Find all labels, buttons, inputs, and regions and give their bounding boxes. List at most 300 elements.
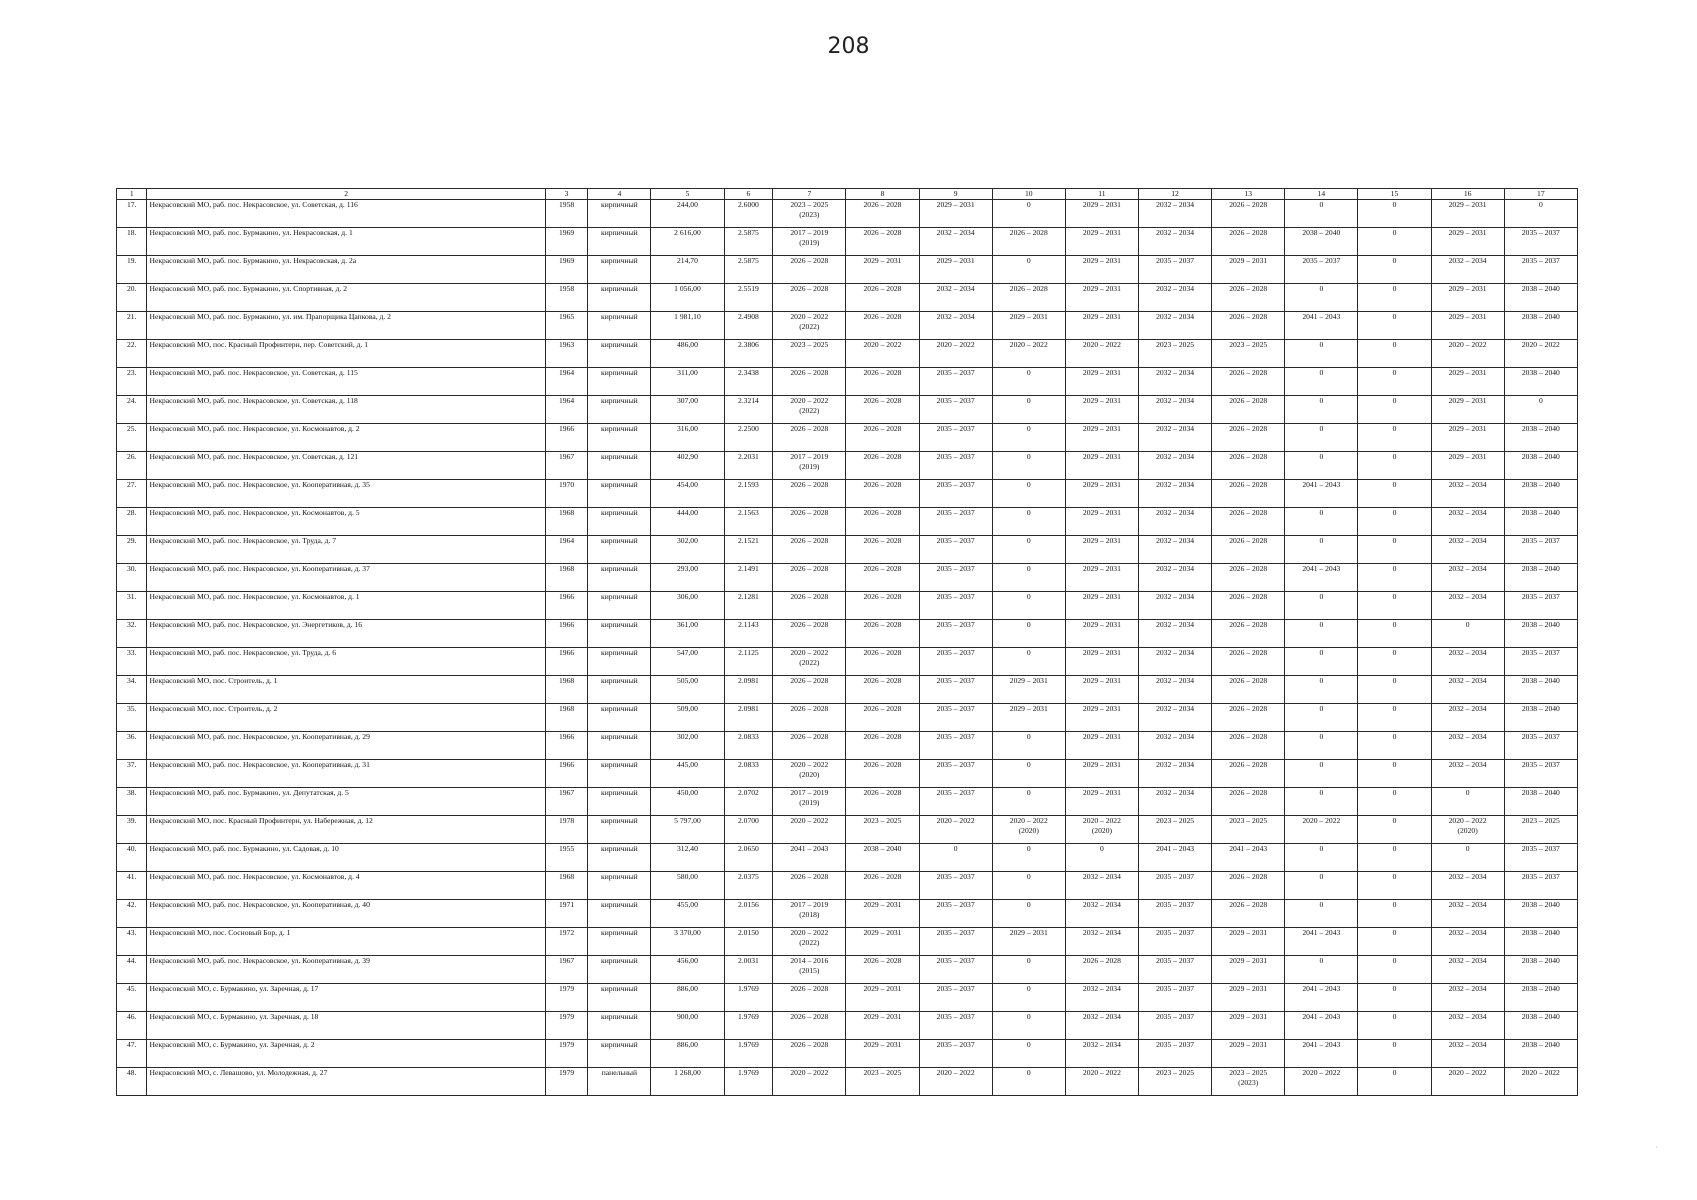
cell-value: 2.3806 bbox=[737, 340, 759, 349]
column-number-5: 5 bbox=[651, 189, 724, 200]
cell-col-2 bbox=[147, 424, 545, 452]
cell-col-9 bbox=[919, 1040, 992, 1068]
cell-col-15 bbox=[1358, 1040, 1431, 1068]
cell-col-7 bbox=[773, 256, 846, 284]
cell-col-15 bbox=[1358, 816, 1431, 844]
cell-col-11 bbox=[1065, 788, 1138, 816]
cell-col-4 bbox=[588, 340, 651, 368]
cell-col-10 bbox=[992, 228, 1065, 256]
cell-value: 2.1563 bbox=[737, 508, 759, 517]
cell-value: 444,00 bbox=[677, 508, 698, 517]
cell-col-15 bbox=[1358, 256, 1431, 284]
cell-value: 30. bbox=[126, 564, 137, 573]
cell-col-5 bbox=[651, 872, 724, 900]
cell-col-12 bbox=[1138, 872, 1211, 900]
table-row bbox=[117, 928, 1578, 956]
cell-value: 886,00 bbox=[677, 984, 698, 993]
cell-col-11 bbox=[1065, 760, 1138, 788]
cell-value: 0 bbox=[1392, 508, 1397, 517]
cell-value: 0 bbox=[1026, 592, 1031, 601]
cell-value: 1966 bbox=[558, 760, 575, 769]
cell-value: 2.0981 bbox=[737, 704, 759, 713]
cell-col-8 bbox=[846, 844, 919, 872]
cell-value: 21. bbox=[126, 312, 137, 321]
cell-value: Некрасовский МО, пос. Строитель, д. 1 bbox=[149, 676, 278, 685]
cell-value: 445,00 bbox=[677, 760, 698, 769]
cell-col-10 bbox=[992, 900, 1065, 928]
cell-value: 0 bbox=[1026, 508, 1031, 517]
cell-col-8 bbox=[846, 956, 919, 984]
cell-col-3 bbox=[545, 256, 588, 284]
cell-col-4 bbox=[588, 1068, 651, 1096]
cell-value: 2026 – 2028 bbox=[863, 424, 902, 433]
cell-col-12 bbox=[1138, 704, 1211, 732]
cell-value: кирпичный bbox=[601, 872, 638, 881]
cell-col-11 bbox=[1065, 900, 1138, 928]
cell-subvalue: (2019) bbox=[799, 238, 820, 247]
cell-col-17 bbox=[1504, 984, 1577, 1012]
cell-value: 2035 – 2037 bbox=[936, 956, 975, 965]
cell-value: 2026 – 2028 bbox=[1009, 228, 1048, 237]
cell-col-2 bbox=[147, 844, 545, 872]
cell-value: 2026 – 2028 bbox=[790, 732, 829, 741]
cell-col-9 bbox=[919, 900, 992, 928]
cell-value: 0 bbox=[1319, 704, 1324, 713]
cell-value: 1 981,10 bbox=[674, 312, 701, 321]
column-number-9: 9 bbox=[919, 189, 992, 200]
cell-col-6 bbox=[724, 368, 773, 396]
cell-value: 2026 – 2028 bbox=[863, 536, 902, 545]
cell-col-6 bbox=[724, 480, 773, 508]
cell-col-17 bbox=[1504, 732, 1577, 760]
cell-col-1 bbox=[117, 312, 147, 340]
cell-col-17 bbox=[1504, 312, 1577, 340]
cell-col-15 bbox=[1358, 788, 1431, 816]
cell-value: 0 bbox=[1026, 368, 1031, 377]
cell-value: 2026 – 2028 bbox=[863, 788, 902, 797]
cell-value: 2029 – 2031 bbox=[936, 256, 975, 265]
cell-value: 2029 – 2031 bbox=[863, 900, 902, 909]
cell-col-8 bbox=[846, 928, 919, 956]
cell-col-3 bbox=[545, 1068, 588, 1096]
cell-col-6 bbox=[724, 536, 773, 564]
cell-value: 42. bbox=[126, 900, 137, 909]
cell-value: 2023 – 2025 bbox=[1521, 816, 1560, 825]
cell-col-1 bbox=[117, 536, 147, 564]
cell-subvalue: (2020) bbox=[1457, 826, 1478, 835]
cell-value: 0 bbox=[1319, 844, 1324, 853]
cell-col-13 bbox=[1212, 788, 1285, 816]
cell-value: 2032 – 2034 bbox=[1448, 928, 1487, 937]
cell-value: 2020 – 2022 bbox=[790, 928, 829, 937]
cell-col-16 bbox=[1431, 984, 1504, 1012]
cell-col-16 bbox=[1431, 536, 1504, 564]
cell-col-12 bbox=[1138, 676, 1211, 704]
cell-value: 2020 – 2022 bbox=[1448, 1068, 1487, 1077]
cell-col-9 bbox=[919, 1012, 992, 1040]
cell-value: кирпичный bbox=[601, 760, 638, 769]
cell-value: 0 bbox=[1392, 704, 1397, 713]
cell-value: 0 bbox=[1392, 340, 1397, 349]
cell-value: 2 616,00 bbox=[674, 228, 701, 237]
table-row bbox=[117, 704, 1578, 732]
cell-col-9 bbox=[919, 844, 992, 872]
cell-value: 2032 – 2034 bbox=[1448, 900, 1487, 909]
cell-col-12 bbox=[1138, 368, 1211, 396]
cell-col-12 bbox=[1138, 200, 1211, 228]
cell-value: 2035 – 2037 bbox=[936, 564, 975, 573]
cell-col-14 bbox=[1285, 704, 1358, 732]
cell-value: 2026 – 2028 bbox=[790, 1040, 829, 1049]
cell-value: 244,00 bbox=[677, 200, 698, 209]
cell-value: 2026 – 2028 bbox=[1229, 704, 1268, 713]
cell-value: 2.3438 bbox=[737, 368, 759, 377]
cell-col-1 bbox=[117, 872, 147, 900]
column-number-14: 14 bbox=[1285, 189, 1358, 200]
cell-col-6 bbox=[724, 228, 773, 256]
cell-col-17 bbox=[1504, 760, 1577, 788]
cell-col-10 bbox=[992, 396, 1065, 424]
cell-value: Некрасовский МО, пос. Красный Профинтерн, пер. Советский, д. 1 bbox=[149, 340, 369, 349]
cell-col-9 bbox=[919, 816, 992, 844]
cell-col-6 bbox=[724, 620, 773, 648]
cell-value: 2026 – 2028 bbox=[1229, 676, 1268, 685]
cell-col-1 bbox=[117, 704, 147, 732]
cell-value: 0 bbox=[1319, 508, 1324, 517]
cell-col-6 bbox=[724, 284, 773, 312]
cell-value: 1964 bbox=[558, 536, 575, 545]
cell-value: 0 bbox=[1319, 620, 1324, 629]
cell-col-16 bbox=[1431, 284, 1504, 312]
cell-value: 2032 – 2034 bbox=[1156, 284, 1195, 293]
cell-col-12 bbox=[1138, 592, 1211, 620]
cell-value: 28. bbox=[126, 508, 137, 517]
cell-value: 2038 – 2040 bbox=[1521, 956, 1560, 965]
cell-value: 2026 – 2028 bbox=[790, 536, 829, 545]
cell-value: 0 bbox=[1392, 452, 1397, 461]
cell-col-3 bbox=[545, 452, 588, 480]
cell-value: 2026 – 2028 bbox=[1229, 788, 1268, 797]
cell-value: 1969 bbox=[558, 228, 575, 237]
cell-value: 2035 – 2037 bbox=[936, 508, 975, 517]
cell-value: 2032 – 2034 bbox=[1082, 1040, 1121, 1049]
cell-value: 2026 – 2028 bbox=[863, 648, 902, 657]
cell-value: 2029 – 2031 bbox=[1082, 228, 1121, 237]
cell-col-16 bbox=[1431, 1040, 1504, 1068]
cell-col-7 bbox=[773, 816, 846, 844]
cell-value: 2029 – 2031 bbox=[1082, 452, 1121, 461]
cell-col-14 bbox=[1285, 1040, 1358, 1068]
cell-col-9 bbox=[919, 536, 992, 564]
cell-value: 0 bbox=[1392, 284, 1397, 293]
cell-value: 31. bbox=[126, 592, 137, 601]
cell-value: 2026 – 2028 bbox=[1229, 200, 1268, 209]
cell-value: 2032 – 2034 bbox=[1156, 312, 1195, 321]
cell-col-3 bbox=[545, 676, 588, 704]
cell-col-12 bbox=[1138, 1040, 1211, 1068]
cell-value: кирпичный bbox=[601, 1012, 638, 1021]
cell-value: 2023 – 2025 bbox=[790, 340, 829, 349]
cell-col-5 bbox=[651, 564, 724, 592]
cell-value: 2032 – 2034 bbox=[936, 312, 975, 321]
cell-col-12 bbox=[1138, 732, 1211, 760]
cell-col-12 bbox=[1138, 480, 1211, 508]
cell-value: 2032 – 2034 bbox=[1156, 564, 1195, 573]
cell-col-4 bbox=[588, 984, 651, 1012]
cell-col-8 bbox=[846, 872, 919, 900]
cell-value: кирпичный bbox=[601, 508, 638, 517]
cell-col-17 bbox=[1504, 536, 1577, 564]
cell-value: 306,00 bbox=[677, 592, 698, 601]
cell-col-15 bbox=[1358, 284, 1431, 312]
cell-value: 2035 – 2037 bbox=[1156, 984, 1195, 993]
cell-value: 2032 – 2034 bbox=[1156, 760, 1195, 769]
cell-col-6 bbox=[724, 704, 773, 732]
cell-col-14 bbox=[1285, 1012, 1358, 1040]
cell-value: 2041 – 2043 bbox=[1156, 844, 1195, 853]
cell-col-10 bbox=[992, 956, 1065, 984]
cell-col-10 bbox=[992, 732, 1065, 760]
cell-col-6 bbox=[724, 564, 773, 592]
cell-col-3 bbox=[545, 536, 588, 564]
cell-col-8 bbox=[846, 340, 919, 368]
cell-col-7 bbox=[773, 704, 846, 732]
table-row bbox=[117, 480, 1578, 508]
cell-value: 2032 – 2034 bbox=[1156, 648, 1195, 657]
cell-col-5 bbox=[651, 480, 724, 508]
cell-col-5 bbox=[651, 1012, 724, 1040]
cell-col-16 bbox=[1431, 592, 1504, 620]
cell-col-13 bbox=[1212, 648, 1285, 676]
cell-col-5 bbox=[651, 368, 724, 396]
cell-col-17 bbox=[1504, 452, 1577, 480]
cell-value: 2020 – 2022 bbox=[1448, 340, 1487, 349]
cell-value: 2029 – 2031 bbox=[1082, 592, 1121, 601]
cell-col-7 bbox=[773, 396, 846, 424]
cell-value: 2035 – 2037 bbox=[1521, 760, 1560, 769]
cell-value: 0 bbox=[1319, 368, 1324, 377]
cell-col-4 bbox=[588, 508, 651, 536]
cell-value: 2038 – 2040 bbox=[1302, 228, 1341, 237]
cell-col-15 bbox=[1358, 508, 1431, 536]
cell-col-11 bbox=[1065, 368, 1138, 396]
cell-value: 0 bbox=[1026, 872, 1031, 881]
cell-col-3 bbox=[545, 1012, 588, 1040]
cell-value: 1964 bbox=[558, 396, 575, 405]
cell-col-17 bbox=[1504, 564, 1577, 592]
cell-value: 2029 – 2031 bbox=[1082, 284, 1121, 293]
cell-col-13 bbox=[1212, 620, 1285, 648]
cell-subvalue: (2020) bbox=[1018, 826, 1039, 835]
cell-col-8 bbox=[846, 1040, 919, 1068]
cell-value: 0 bbox=[1319, 592, 1324, 601]
cell-value: 1958 bbox=[558, 200, 575, 209]
cell-col-3 bbox=[545, 788, 588, 816]
cell-col-16 bbox=[1431, 424, 1504, 452]
cell-col-16 bbox=[1431, 1012, 1504, 1040]
cell-col-11 bbox=[1065, 984, 1138, 1012]
cell-value: 36. bbox=[126, 732, 137, 741]
cell-col-13 bbox=[1212, 984, 1285, 1012]
cell-col-16 bbox=[1431, 760, 1504, 788]
table-row bbox=[117, 424, 1578, 452]
cell-col-11 bbox=[1065, 676, 1138, 704]
cell-value: 2.5875 bbox=[737, 256, 759, 265]
cell-col-11 bbox=[1065, 284, 1138, 312]
cell-value: 1.9769 bbox=[737, 1040, 759, 1049]
cell-value: 2038 – 2040 bbox=[1521, 284, 1560, 293]
cell-col-1 bbox=[117, 788, 147, 816]
cell-value: 2032 – 2034 bbox=[1082, 1012, 1121, 1021]
cell-col-12 bbox=[1138, 928, 1211, 956]
cell-value: 2029 – 2031 bbox=[1082, 564, 1121, 573]
cell-value: 2029 – 2031 bbox=[1448, 452, 1487, 461]
cell-col-9 bbox=[919, 984, 992, 1012]
cell-col-7 bbox=[773, 1068, 846, 1096]
cell-value: 302,00 bbox=[677, 536, 698, 545]
table-row bbox=[117, 1012, 1578, 1040]
cell-col-1 bbox=[117, 228, 147, 256]
cell-col-4 bbox=[588, 648, 651, 676]
cell-value: 2032 – 2034 bbox=[1448, 564, 1487, 573]
cell-col-1 bbox=[117, 424, 147, 452]
cell-value: 2035 – 2037 bbox=[1156, 900, 1195, 909]
cell-value: 2038 – 2040 bbox=[1521, 312, 1560, 321]
cell-value: кирпичный bbox=[601, 564, 638, 573]
cell-col-16 bbox=[1431, 200, 1504, 228]
cell-col-4 bbox=[588, 676, 651, 704]
cell-col-8 bbox=[846, 592, 919, 620]
cell-col-15 bbox=[1358, 984, 1431, 1012]
cell-value: 2026 – 2028 bbox=[863, 564, 902, 573]
cell-value: 2029 – 2031 bbox=[1082, 312, 1121, 321]
cell-value: 0 bbox=[1026, 1040, 1031, 1049]
cell-value: 0 bbox=[1319, 340, 1324, 349]
cell-value: 0 bbox=[1392, 564, 1397, 573]
table-row bbox=[117, 228, 1578, 256]
cell-value: 2029 – 2031 bbox=[1448, 368, 1487, 377]
cell-col-6 bbox=[724, 844, 773, 872]
cell-col-6 bbox=[724, 396, 773, 424]
cell-col-7 bbox=[773, 312, 846, 340]
cell-value: 0 bbox=[1392, 396, 1397, 405]
cell-value: 0 bbox=[1319, 200, 1324, 209]
cell-value: 2032 – 2034 bbox=[1156, 424, 1195, 433]
cell-col-17 bbox=[1504, 900, 1577, 928]
cell-value: 0 bbox=[1538, 200, 1543, 209]
cell-value: 34. bbox=[126, 676, 137, 685]
cell-col-2 bbox=[147, 312, 545, 340]
cell-value: 48. bbox=[126, 1068, 137, 1077]
cell-col-14 bbox=[1285, 424, 1358, 452]
cell-col-11 bbox=[1065, 648, 1138, 676]
cell-col-10 bbox=[992, 564, 1065, 592]
cell-col-5 bbox=[651, 900, 724, 928]
cell-value: 2029 – 2031 bbox=[1448, 200, 1487, 209]
cell-col-13 bbox=[1212, 1068, 1285, 1096]
cell-value: 2029 – 2031 bbox=[1082, 732, 1121, 741]
cell-value: 46. bbox=[126, 1012, 137, 1021]
cell-value: 2029 – 2031 bbox=[1009, 312, 1048, 321]
cell-value: 1971 bbox=[558, 900, 575, 909]
cell-col-4 bbox=[588, 704, 651, 732]
cell-col-14 bbox=[1285, 844, 1358, 872]
cell-col-12 bbox=[1138, 508, 1211, 536]
cell-value: 2.1281 bbox=[737, 592, 759, 601]
cell-value: Некрасовский МО, раб. пос. Некрасовское, ул. Кооперативная, д. 35 bbox=[149, 480, 370, 489]
cell-value: 2032 – 2034 bbox=[1156, 396, 1195, 405]
cell-col-14 bbox=[1285, 256, 1358, 284]
cell-value: Некрасовский МО, раб. пос. Некрасовское, ул. Кооперативная, д. 39 bbox=[149, 956, 370, 965]
cell-col-8 bbox=[846, 1068, 919, 1096]
cell-value: 0 bbox=[1392, 228, 1397, 237]
cell-value: 1967 bbox=[558, 788, 575, 797]
cell-value: Некрасовский МО, раб. пос. Бурмакино, ул. Некрасовская, д. 2а bbox=[149, 256, 357, 265]
cell-value: 0 bbox=[1392, 480, 1397, 489]
cell-col-2 bbox=[147, 396, 545, 424]
cell-value: 2026 – 2028 bbox=[790, 1012, 829, 1021]
column-number-11: 11 bbox=[1065, 189, 1138, 200]
cell-col-15 bbox=[1358, 676, 1431, 704]
cell-col-14 bbox=[1285, 816, 1358, 844]
cell-value: 0 bbox=[1392, 536, 1397, 545]
cell-value: 2032 – 2034 bbox=[1082, 872, 1121, 881]
cell-col-11 bbox=[1065, 424, 1138, 452]
cell-value: 2026 – 2028 bbox=[863, 732, 902, 741]
cell-value: 2029 – 2031 bbox=[1448, 424, 1487, 433]
table-row bbox=[117, 648, 1578, 676]
cell-value: 0 bbox=[1026, 536, 1031, 545]
cell-col-5 bbox=[651, 928, 724, 956]
cell-value: 2029 – 2031 bbox=[1229, 1012, 1268, 1021]
cell-col-4 bbox=[588, 592, 651, 620]
cell-col-9 bbox=[919, 312, 992, 340]
cell-value: 2038 – 2040 bbox=[1521, 424, 1560, 433]
cell-value: 0 bbox=[1026, 844, 1031, 853]
cell-col-9 bbox=[919, 564, 992, 592]
cell-value: 2032 – 2034 bbox=[1156, 732, 1195, 741]
cell-value: 2032 – 2034 bbox=[1156, 452, 1195, 461]
cell-value: 2035 – 2037 bbox=[1156, 928, 1195, 937]
cell-value: 1968 bbox=[558, 564, 575, 573]
cell-value: 2020 – 2022 bbox=[1082, 816, 1121, 825]
cell-value: 2032 – 2034 bbox=[1448, 704, 1487, 713]
cell-value: 1970 bbox=[558, 480, 575, 489]
cell-value: 2.0700 bbox=[737, 816, 759, 825]
cell-col-6 bbox=[724, 732, 773, 760]
cell-col-8 bbox=[846, 284, 919, 312]
table-row bbox=[117, 900, 1578, 928]
cell-value: 402,90 bbox=[677, 452, 698, 461]
cell-value: 214,70 bbox=[677, 256, 698, 265]
cell-value: 0 bbox=[1026, 620, 1031, 629]
cell-value: 2017 – 2019 bbox=[790, 452, 829, 461]
cell-col-4 bbox=[588, 844, 651, 872]
cell-col-10 bbox=[992, 1012, 1065, 1040]
cell-value: 0 bbox=[1392, 368, 1397, 377]
cell-col-11 bbox=[1065, 396, 1138, 424]
cell-value: 2032 – 2034 bbox=[1448, 1040, 1487, 1049]
cell-col-11 bbox=[1065, 1068, 1138, 1096]
cell-col-8 bbox=[846, 704, 919, 732]
cell-value: 0 bbox=[1319, 956, 1324, 965]
cell-value: кирпичный bbox=[601, 200, 638, 209]
cell-subvalue: (2023) bbox=[799, 210, 820, 219]
cell-col-14 bbox=[1285, 900, 1358, 928]
cell-value: 1967 bbox=[558, 956, 575, 965]
cell-col-1 bbox=[117, 564, 147, 592]
cell-value: 2038 – 2040 bbox=[1521, 480, 1560, 489]
